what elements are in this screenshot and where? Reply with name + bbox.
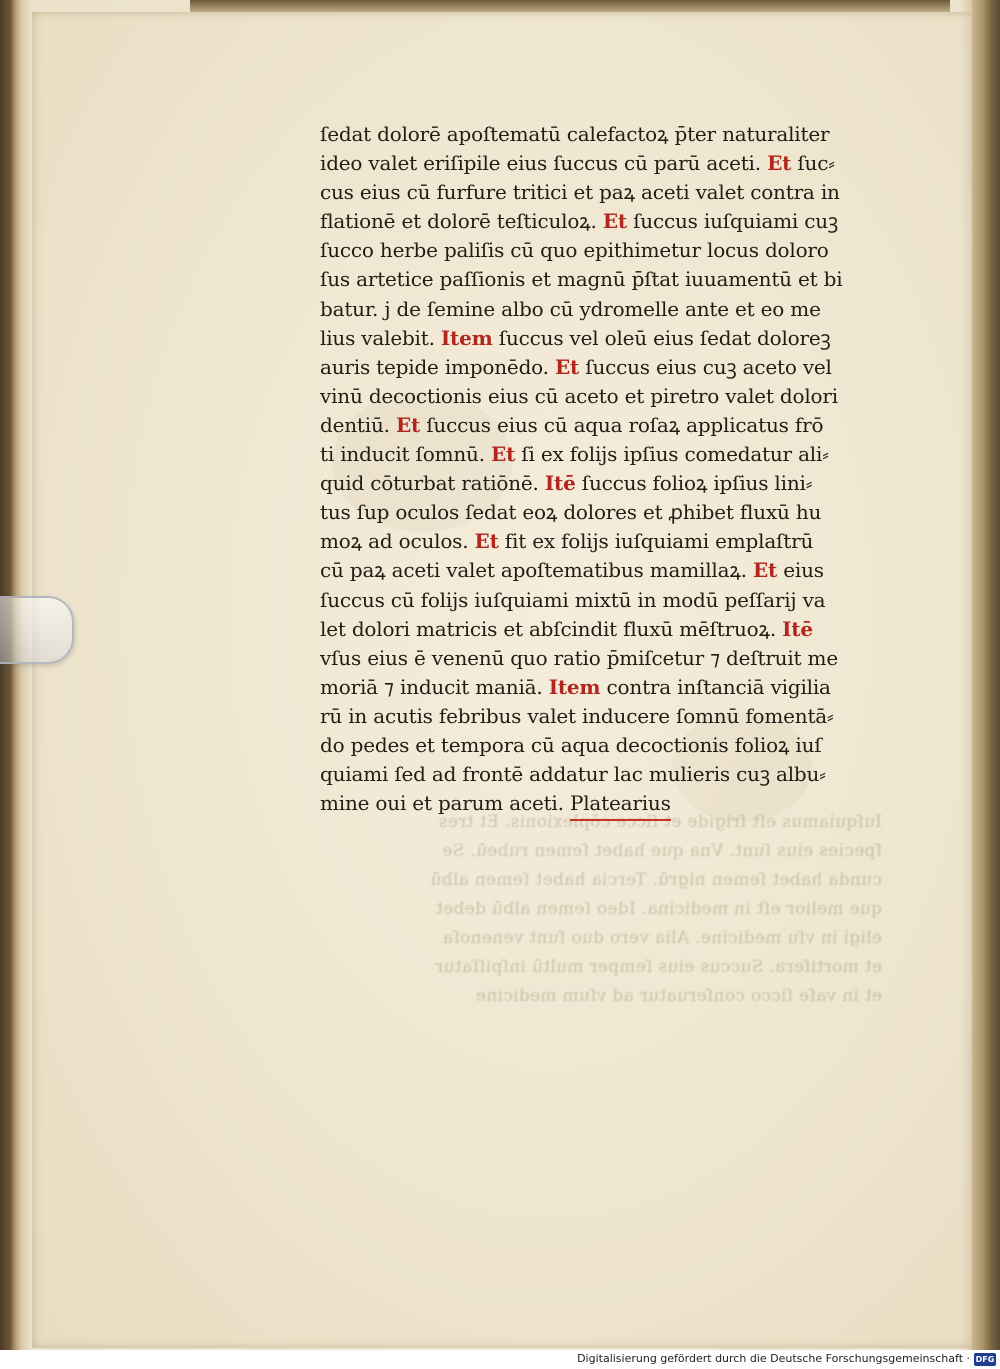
text-line bbox=[320, 120, 880, 149]
show-through-line: et mortifera. Succus eius ſemper multū inſpiſſatur bbox=[434, 957, 882, 977]
text-line bbox=[320, 440, 880, 469]
text-segment: flationē et dolorē teſticuloꝝ. bbox=[320, 209, 603, 234]
footer-credit: Digitalisierung gefördert durch die Deutsche Forschungsgemeinschaft · bbox=[577, 1352, 970, 1365]
rubric-initial: Item bbox=[440, 325, 493, 350]
plastic-clip bbox=[0, 596, 74, 664]
text-line bbox=[320, 324, 880, 353]
rubric-initial: Et bbox=[767, 151, 792, 176]
text-line bbox=[320, 353, 880, 382]
text-segment: ſuccus iuſquiami cuꝫ bbox=[626, 209, 838, 234]
show-through-line: cunda habet ſemen nigrū. Tercia habet ſemen albū bbox=[430, 870, 882, 890]
text-line bbox=[320, 702, 880, 731]
text-line bbox=[320, 469, 880, 498]
text-line bbox=[320, 760, 880, 789]
text-line bbox=[320, 731, 880, 760]
text-segment: quid cōturbat ratiōnē. bbox=[320, 471, 545, 496]
rubric-initial: Itē bbox=[782, 616, 813, 641]
text-segment: ſus artetice paſſionis et magnū p̄ſtat iuuamentū et bi bbox=[320, 267, 843, 292]
text-segment: fit ex folijs iuſquiami emplaſtrū bbox=[498, 529, 814, 554]
text-segment: ſuccus eius cū aqua roſaꝝ applicatus frō bbox=[420, 412, 824, 437]
text-segment: batur. bbox=[320, 296, 385, 321]
text-segment: let dolori matricis et abſcindit fluxū mēſtruoꝝ. bbox=[320, 616, 783, 641]
text-segment: vinū decoctionis eius cū aceto et piretro valet dolori bbox=[320, 383, 838, 408]
dfg-logo-icon: DFG bbox=[975, 1355, 995, 1364]
footer-bar bbox=[0, 1350, 1000, 1369]
text-line bbox=[320, 178, 880, 207]
text-segment: eius bbox=[777, 558, 824, 583]
binding-right-edge bbox=[972, 0, 992, 1350]
text-line bbox=[320, 673, 880, 702]
text-segment: rū in acutis febribus valet inducere ſomnū fomentā⸗ bbox=[320, 703, 834, 728]
text-segment: ti inducit ſomnū. bbox=[320, 442, 492, 467]
text-segment: tus ſup oculos ſedat eoꝝ dolores et ꝓhibet fluxū hu bbox=[320, 500, 822, 525]
text-segment: ſedat dolorē apoſtematū calefactoꝝ p̄ter naturaliter bbox=[320, 122, 830, 146]
show-through-line: et in vaſe ſicco conſeruatur ad vſum medicine bbox=[475, 986, 882, 1006]
show-through-line: Iuſquiamus eſt frigide et ſicce cōplexionis. Et tres bbox=[438, 812, 882, 832]
rubric-initial: Itē bbox=[544, 471, 576, 496]
text-segment: j de ſemine albo cū ydromelle ante et eo me bbox=[384, 296, 821, 321]
text-segment: quiami ſed ad frontē addatur lac mulieris cuꝫ albu⸗ bbox=[320, 762, 826, 787]
text-segment: ſucco herbe paliſis cū quo epithimetur locus doloro bbox=[320, 238, 829, 263]
text-segment: ſuccus folioꝝ ipſius lini⸗ bbox=[575, 471, 813, 496]
show-through-line: que melior eſt in medicina. Ideo ſemen albū debet bbox=[435, 899, 882, 919]
text-segment: lius valebit. bbox=[320, 325, 441, 350]
text-segment: vſus eius ē venenū quo ratio p̄miſcetur ⁊ deſtruit me bbox=[320, 645, 838, 670]
text-line bbox=[320, 149, 880, 178]
main-text-block bbox=[320, 120, 880, 818]
text-line bbox=[320, 789, 880, 818]
rubric-initial: Et bbox=[491, 442, 516, 467]
show-through-line: ſpecies eius ſunt. Vna que habet ſemen rubeū. Se bbox=[442, 841, 882, 861]
source-signature: Platearius bbox=[570, 789, 671, 821]
text-segment: ſuccus cū folijs iuſquiami mixtū in modū peſſarij va bbox=[320, 587, 826, 612]
text-line bbox=[320, 265, 880, 294]
text-segment: ſuccus eius cuꝫ aceto vel bbox=[579, 354, 832, 379]
text-line bbox=[320, 615, 880, 644]
rubric-initial: Item bbox=[548, 674, 601, 699]
text-line bbox=[320, 207, 880, 236]
rubric-initial: Et bbox=[474, 529, 499, 554]
text-segment: mine oui et parum aceti. bbox=[320, 791, 570, 816]
text-line bbox=[320, 498, 880, 527]
rubric-initial: Et bbox=[554, 354, 580, 379]
text-line bbox=[320, 236, 880, 265]
text-line bbox=[320, 586, 880, 615]
text-segment: moriā ⁊ inducit maniā. bbox=[320, 674, 549, 699]
text-segment: moꝝ ad oculos. bbox=[320, 529, 475, 554]
rubric-initial: Et bbox=[602, 209, 627, 234]
text-segment: cū paꝝ aceti valet apoſtematibus mamillaꝝ. bbox=[320, 558, 753, 583]
text-segment: dentiū. bbox=[320, 412, 396, 437]
show-through-text bbox=[322, 808, 882, 1048]
text-segment: contra inſtanciā vigilia bbox=[600, 674, 831, 699]
text-segment: auris tepide imponēdo. bbox=[320, 354, 555, 379]
show-through-line: eligi in vſu medicine. Alia vero duo ſunt venenoſa bbox=[442, 928, 882, 948]
text-segment: ideo valet eriſipile eius ſuccus cū parū aceti. bbox=[320, 151, 768, 176]
text-segment: ſi ex folijs ipſius comedatur ali⸗ bbox=[515, 442, 829, 467]
text-line bbox=[320, 527, 880, 556]
text-segment: do pedes et tempora cū aqua decoctionis folioꝝ iuſ bbox=[320, 732, 822, 757]
text-line bbox=[320, 644, 880, 673]
rubric-initial: Et bbox=[753, 558, 778, 583]
text-segment: ſuccus vel oleū eius ſedat doloreꝫ bbox=[492, 325, 831, 350]
rubric-initial: Et bbox=[395, 412, 421, 437]
text-line bbox=[320, 382, 880, 411]
text-line bbox=[320, 411, 880, 440]
text-line bbox=[320, 295, 880, 324]
text-segment: ſuc⸗ bbox=[791, 151, 835, 176]
text-line bbox=[320, 556, 880, 585]
text-segment: cus eius cū furfure tritici et paꝝ aceti valet contra in bbox=[320, 180, 840, 205]
